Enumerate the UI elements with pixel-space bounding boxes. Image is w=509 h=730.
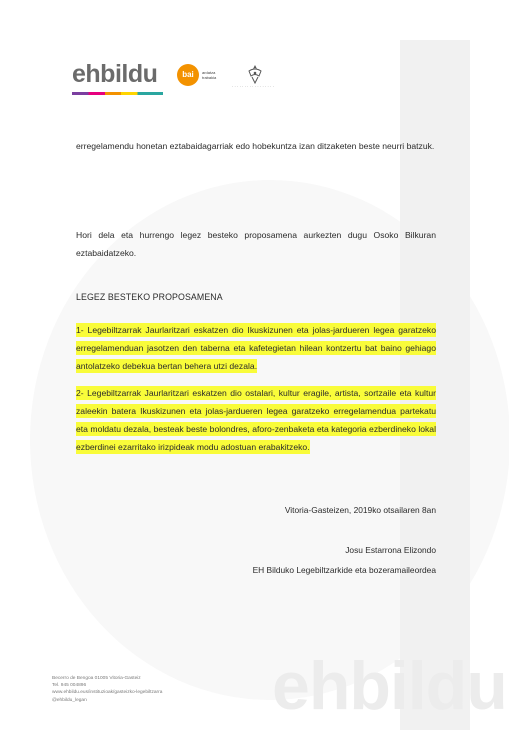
proposal-point-1 bbox=[76, 321, 436, 375]
lead-paragraph: Hori dela eta hurrengo legez besteko proposamena aurkezten dugu Osoko Bilkuran eztabaidatzeko. bbox=[76, 230, 436, 258]
proposal-point-1-text: 1- Legebiltzarrak Jaurlaritzari eskatzen dio Ikuskizunen eta jolas-jardueren legea garatzeko erregelamenduan jasotzen den taberna eta kafetegietan hilean kontzertu bat baino gehiago antolatzeko debekua bertan behera utzi dezala. bbox=[76, 325, 436, 371]
ehbildu-logo: ehbildu bbox=[72, 60, 158, 88]
footer-address: Becerro de Bengoa 01005 Vitoria-Gasteiz bbox=[52, 676, 141, 681]
signatory-role: EH Bilduko Legebiltzarkide eta bozeramaileordea bbox=[252, 565, 436, 575]
bai-partner-badge: bai bbox=[177, 64, 199, 86]
footer-url[interactable]: www.ehbildu.eus/instituzioak/gasteizko-legebiltzarra bbox=[52, 690, 163, 696]
background-watermark-logo: ehbildu bbox=[272, 648, 507, 724]
footer-phone: Tel. 945 004896 bbox=[52, 683, 87, 689]
parliament-emblem-icon bbox=[244, 64, 266, 84]
proposal-heading: LEGEZ BESTEKO PROPOSAMENA bbox=[76, 292, 223, 302]
parliament-emblem-caption: · · · · · · · · · · · · · · · · · bbox=[232, 85, 274, 89]
proposal-point-2-text: 2- Legebiltzarrak Jaurlaritzari eskatzen dio ostalari, kultur eragile, artista, sortzaile eta kultur zaleekin batera Ikuskizunen eta jolas-jardueren legea garatzeko erregelamendua partekatu eta moldatu dezala, besteak beste bolondres, aforo-zenbaketa eta kategoria ezberdineko lokal ezberdinei ezarritako irizpideak modu adostuan erabakitzeko. bbox=[76, 388, 436, 452]
footer-contact bbox=[52, 675, 252, 704]
signatory-name: Josu Estarrona Elizondo bbox=[345, 545, 436, 555]
logo-color-stripe bbox=[72, 92, 163, 95]
proposal-point-2 bbox=[76, 384, 436, 456]
footer-handle[interactable]: @ehbildu_legan bbox=[52, 697, 87, 703]
bai-partner-text: ardatza trabakia bbox=[202, 70, 217, 80]
intro-paragraph: erregelamendu honetan eztabaidagarriak edo hobekuntza izan ditzaketen beste neurri batzuk. bbox=[76, 141, 435, 151]
place-date: Vitoria-Gasteizen, 2019ko otsailaren 8an bbox=[284, 505, 436, 515]
